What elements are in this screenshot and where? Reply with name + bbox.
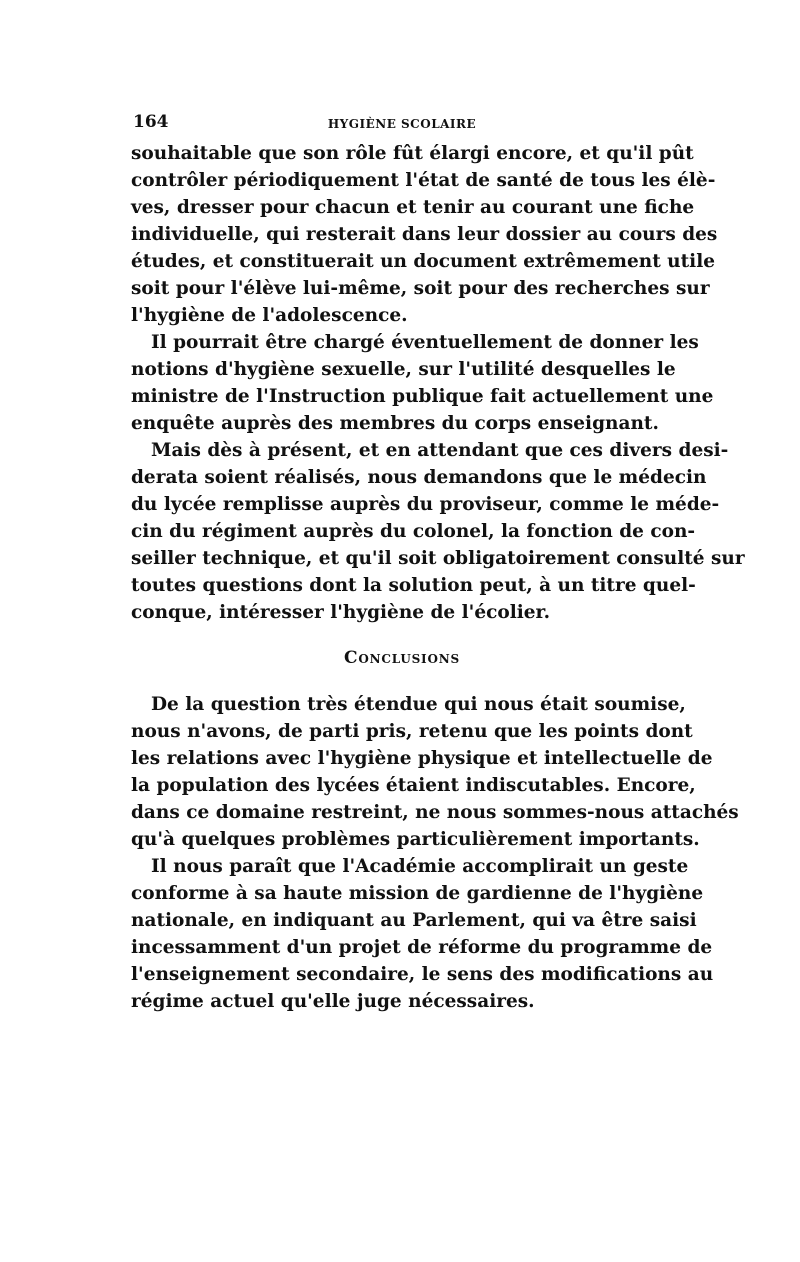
text-line: toutes questions dont la solution peut, à un titre quel- [131,575,696,596]
text-line: Mais dès à présent, et en attendant que ces divers desi- [151,440,729,461]
text-line: études, et constituerait un document extrêmement utile [131,251,716,272]
conclusion-paragraph-2 [131,853,714,1015]
running-title: HYGIÈNE SCOLAIRE [327,117,477,131]
text-line: ministre de l'Instruction publique fait actuellement une [131,386,714,407]
text-line: conforme à sa haute mission de gardienne de l'hygiène [131,883,704,904]
text-line: contrôler périodiquement l'état de santé de tous les élè- [131,170,716,191]
text-line: nous n'avons, de parti pris, retenu que les points dont [131,721,693,742]
text-line: Il nous paraît que l'Académie accomplirait un geste [151,856,689,877]
text-line: régime actuel qu'elle juge nécessaires. [131,991,535,1012]
page-number: 164 [133,112,169,132]
paragraph-3 [131,437,745,626]
text-line: notions d'hygiène sexuelle, sur l'utilité desquelles le [131,359,676,380]
text-line: enquête auprès des membres du corps enseignant. [131,413,659,434]
text-line: soit pour l'élève lui-même, soit pour des recherches sur [131,278,710,299]
conclusion-paragraph-1 [131,691,739,853]
paragraph-1 [131,140,718,329]
text-line: du lycée remplisse auprès du proviseur, comme le méde- [131,494,720,515]
text-line: dans ce domaine restreint, ne nous sommes-nous attachés [131,802,739,823]
text-line: incessamment d'un projet de réforme du programme de [131,937,713,958]
text-line: les relations avec l'hygiène physique et intellectuelle de [131,748,713,769]
text-line: conque, intéresser l'hygiène de l'écolier. [131,602,551,623]
text-line: nationale, en indiquant au Parlement, qui va être saisi [131,910,697,931]
paragraph-2 [131,329,714,437]
text-line: De la question très étendue qui nous était soumise, [151,694,686,715]
text-line: l'hygiène de l'adolescence. [131,305,408,326]
book-page [131,108,745,1015]
text-line: qu'à quelques problèmes particulièrement importants. [131,829,700,850]
text-line: la population des lycées étaient indiscutables. Encore, [131,775,696,796]
text-line: Il pourrait être chargé éventuellement de donner les [151,332,699,353]
text-line: seiller technique, et qu'il soit obligatoirement consulté sur [131,548,745,569]
text-line: ves, dresser pour chacun et tenir au courant une fiche [131,197,695,218]
text-line: cin du régiment auprès du colonel, la fonction de con- [131,521,696,542]
text-line: individuelle, qui resterait dans leur dossier au cours des [131,224,718,245]
text-line: derata soient réalisés, nous demandons que le médecin [131,467,707,488]
text-line: souhaitable que son rôle fût élargi encore, et qu'il pût [131,143,694,164]
section-heading: Conclusions [344,648,460,668]
text-line: l'enseignement secondaire, le sens des modifications au [131,964,714,985]
running-head [131,108,673,140]
